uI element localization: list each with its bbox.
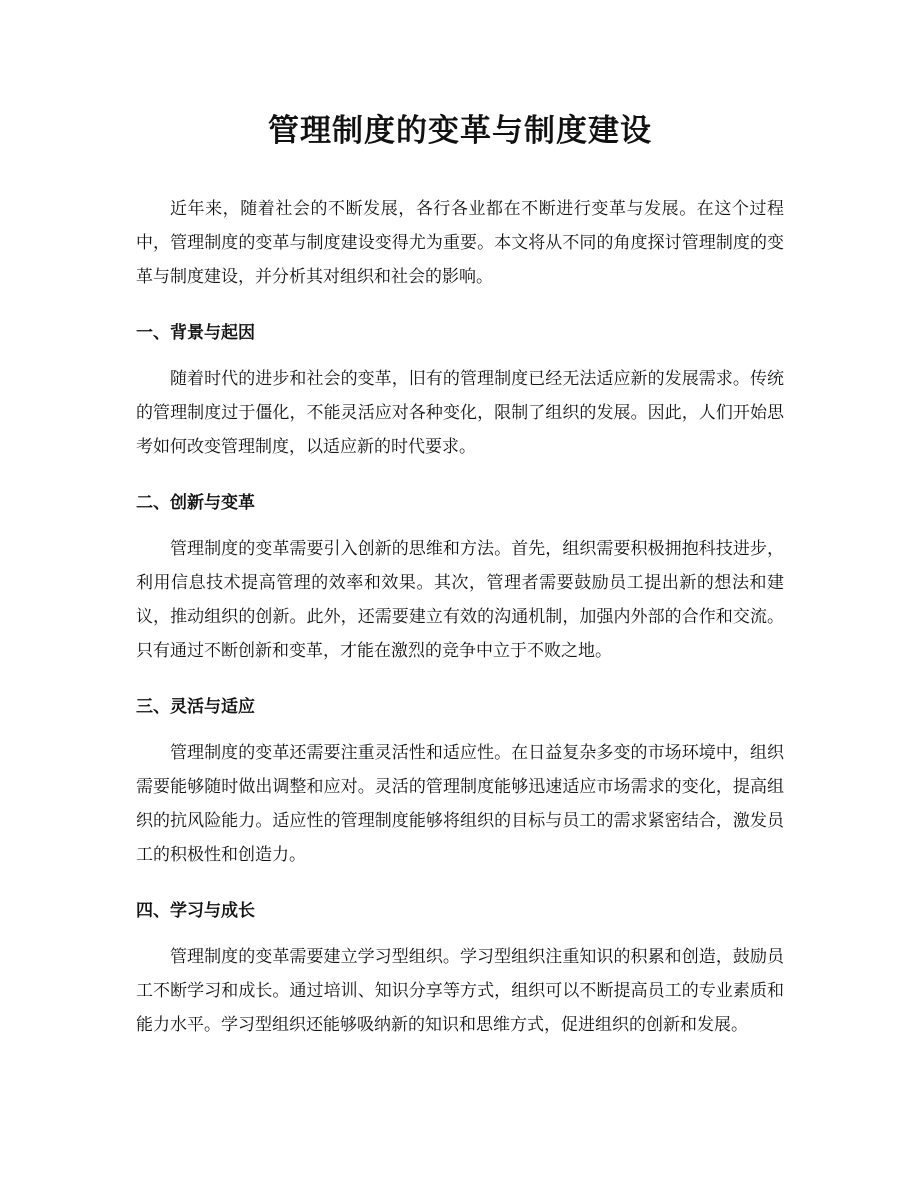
- section-heading-innovation: 二、创新与变革: [136, 493, 255, 513]
- section-heading-background: 一、背景与起因: [136, 323, 255, 343]
- intro-paragraph: 近年来，随着社会的不断发展，各行各业都在不断进行变革与发展。在这个过程中，管理制度的变革与制度建设变得尤为重要。本文将从不同的角度探讨管理制度的变革与制度建设，并分析其对组织和社会的影响。: [136, 199, 784, 287]
- document-title: 管理制度的变革与制度建设: [268, 113, 652, 149]
- section-heading-flexibility: 三、灵活与适应: [136, 697, 255, 717]
- section-body-background: 随着时代的进步和社会的变革，旧有的管理制度已经无法适应新的发展需求。传统的管理制度过于僵化，不能灵活应对各种变化，限制了组织的发展。因此，人们开始思考如何改变管理制度，以适应新的时代要求。: [136, 369, 784, 457]
- section-body-learning: 管理制度的变革需要建立学习型组织。学习型组织注重知识的积累和创造，鼓励员工不断学习和成长。通过培训、知识分享等方式，组织可以不断提高员工的专业素质和能力水平。学习型组织还能够吸纳新的知识和思维方式，促进组织的创新和发展。: [136, 947, 784, 1035]
- section-body-flexibility: 管理制度的变革还需要注重灵活性和适应性。在日益复杂多变的市场环境中，组织需要能够随时做出调整和应对。灵活的管理制度能够迅速适应市场需求的变化，提高组织的抗风险能力。适应性的管理制度能够将组织的目标与员工的需求紧密结合，激发员工的积极性和创造力。: [136, 743, 784, 865]
- section-heading-learning: 四、学习与成长: [136, 901, 255, 921]
- section-body-innovation: 管理制度的变革需要引入创新的思维和方法。首先，组织需要积极拥抱科技进步，利用信息技术提高管理的效率和效果。其次，管理者需要鼓励员工提出新的想法和建议，推动组织的创新。此外，还需要建立有效的沟通机制，加强内外部的合作和交流。只有通过不断创新和变革，才能在激烈的竞争中立于不败之地。: [136, 539, 784, 661]
